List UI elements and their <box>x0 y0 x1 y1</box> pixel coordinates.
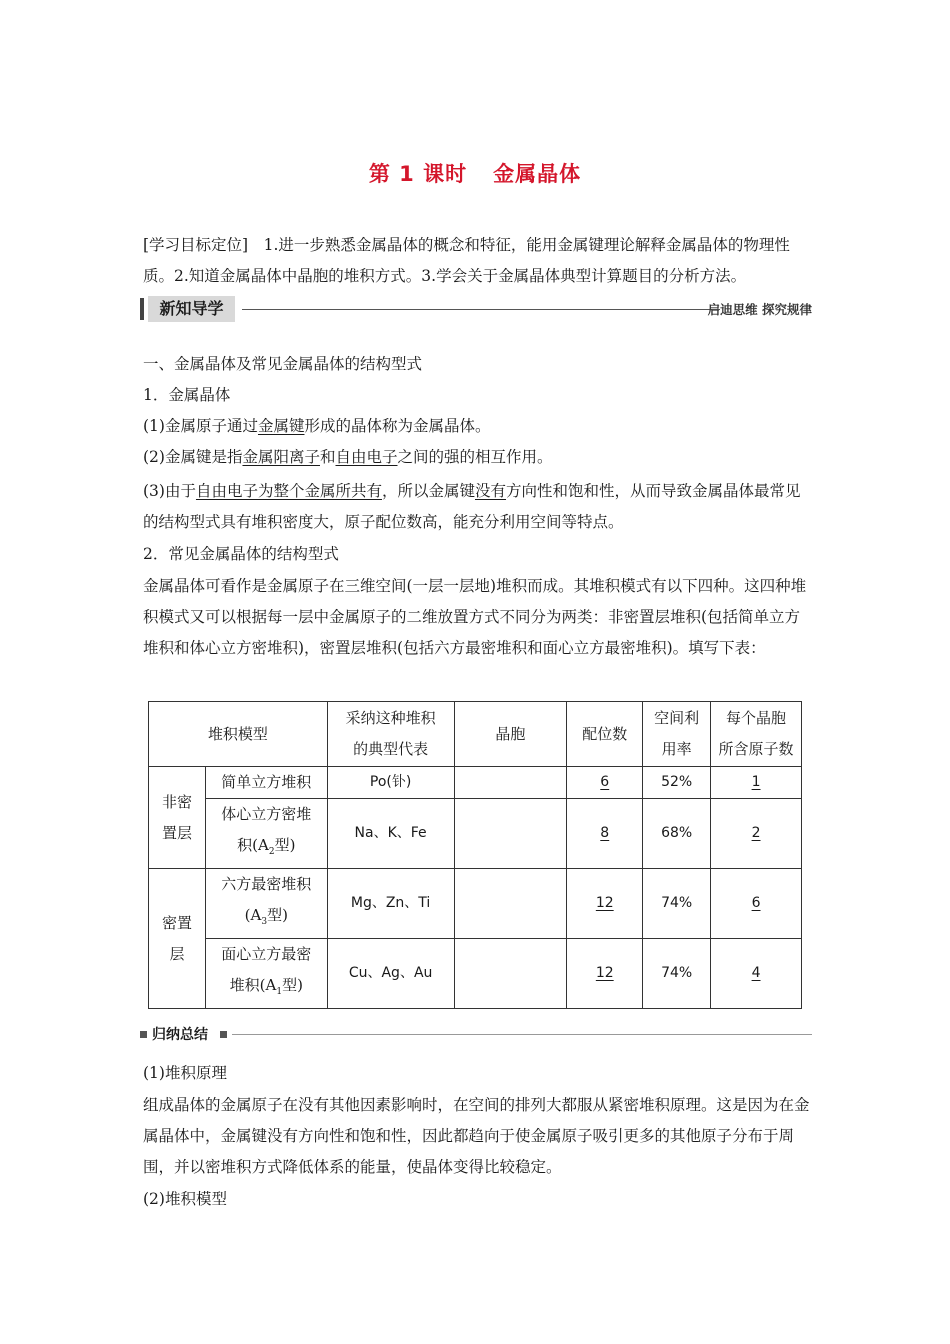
banner-tag: 新知导学 <box>148 296 235 322</box>
section-banner <box>140 296 812 324</box>
unit-cell-blank <box>454 767 567 799</box>
representative-cell: Mg、Zn、Ti <box>327 869 454 939</box>
table-row <box>149 869 802 939</box>
summary-heading-2: (2)堆积模型 <box>143 1190 227 1208</box>
model-cell: 体心立方密堆 积($A_2$型) <box>205 799 327 869</box>
summary-heading-1: (1)堆积原理 <box>143 1064 227 1082</box>
paragraph-1: (1)金属原子通过金属键形成的晶体称为金属晶体。 <box>143 417 491 435</box>
summary-bullet <box>140 1031 147 1038</box>
coordination-cell: 8 <box>567 799 643 869</box>
learning-objectives: [学习目标定位] 1.进一步熟悉金属晶体的概念和特征，能用金属键理论解释金属晶体的物理性质。2.知道金属晶体中晶胞的堆积方式。3.学会关于金属晶体典型计算题目的分析方法。 <box>143 236 790 285</box>
answer-blank: 金属阳离子 <box>242 448 320 466</box>
coordination-cell: 12 <box>567 869 643 939</box>
paragraph-3: (3)由于自由电子为整个金属所共有，所以金属键没有方向性和饱和性，从而导致金属晶体最常见的结构型式具有堆积密度大，原子配位数高，能充分利用空间等特点。 <box>143 482 801 531</box>
unit-cell-blank <box>454 869 567 939</box>
atoms-cell: 2 <box>711 799 802 869</box>
header-unit-cell: 晶胞 <box>454 702 567 767</box>
model-cell: 简单立方堆积 <box>205 767 327 799</box>
header-atoms-per-cell: 每个晶胞 所含原子数 <box>711 702 802 767</box>
representative-cell: Cu、Ag、Au <box>327 939 454 1009</box>
banner-rule <box>242 309 720 310</box>
coordination-cell: 6 <box>567 767 643 799</box>
summary-label: 归纳总结 <box>152 1027 208 1043</box>
header-model: 堆积模型 <box>149 702 328 767</box>
lesson-topic: 金属晶体 <box>493 162 582 186</box>
section-heading: 一、金属晶体及常见金属晶体的结构型式 <box>143 355 423 373</box>
atoms-cell: 4 <box>711 939 802 1009</box>
banner-slogan: 启迪思维 探究规律 <box>707 302 812 317</box>
table-row <box>149 799 802 869</box>
summary-paragraph: 组成晶体的金属原子在没有其他因素影响时，在空间的排列大都服从紧密堆积原理。这是因为在金属晶体中，金属键没有方向性和饱和性，因此都趋向于使金属原子吸引更多的其他原子分布于周围，并以密堆积方式降低体系的能量，使晶体变得比较稳定。 <box>143 1096 810 1176</box>
group-non-close-packed: 非密 置层 <box>149 767 206 869</box>
group-close-packed: 密置 层 <box>149 869 206 1009</box>
table-row <box>149 939 802 1009</box>
answer-blank: 自由电子 <box>335 448 398 466</box>
space-cell: 68% <box>643 799 711 869</box>
paragraph-2: (2)金属键是指金属阳离子和自由电子之间的强的相互作用。 <box>143 448 553 466</box>
unit-cell-blank <box>454 939 567 1009</box>
lesson-number: 第 1 课时 <box>368 162 468 186</box>
answer-blank: 金属键 <box>257 417 305 435</box>
header-representative: 采纳这种堆积 的典型代表 <box>327 702 454 767</box>
table-row <box>149 767 802 799</box>
representative-cell: Na、K、Fe <box>327 799 454 869</box>
space-cell: 74% <box>643 939 711 1009</box>
table-header-row <box>149 702 802 767</box>
model-cell: 面心立方最密 堆积($A_1$型) <box>205 939 327 1009</box>
page-title <box>0 158 950 188</box>
representative-cell: Po(钋) <box>327 767 454 799</box>
unit-cell-blank <box>454 799 567 869</box>
space-cell: 74% <box>643 869 711 939</box>
header-coordination: 配位数 <box>567 702 643 767</box>
banner-bar <box>140 298 144 320</box>
space-cell: 52% <box>643 767 711 799</box>
summary-bullet-2 <box>220 1031 227 1038</box>
model-cell: 六方最密堆积 ($A_3$型) <box>205 869 327 939</box>
summary-divider <box>140 1024 812 1044</box>
header-space-utilization: 空间利 用率 <box>643 702 711 767</box>
stacking-model-table <box>148 701 802 1009</box>
paragraph-4: 金属晶体可看作是金属原子在三维空间(一层一层地)堆积而成。其堆积模式有以下四种。这四种堆积模式又可以根据每一层中金属原子的二维放置方式不同分为两类：非密置层堆积(包括简单立方堆积和体心立方密堆积)，密置层堆积(包括六方最密堆积和面心立方最密堆积)。填写下表： <box>143 577 807 657</box>
atoms-cell: 6 <box>711 869 802 939</box>
subheading-metal-crystal: 1．金属晶体 <box>143 386 231 404</box>
answer-blank: 自由电子为整个金属所共有 <box>195 482 382 500</box>
atoms-cell: 1 <box>711 767 802 799</box>
subheading-structure-types: 2．常见金属晶体的结构型式 <box>143 545 339 563</box>
answer-blank: 没有 <box>475 482 507 500</box>
coordination-cell: 12 <box>567 939 643 1009</box>
summary-rule <box>232 1034 812 1035</box>
